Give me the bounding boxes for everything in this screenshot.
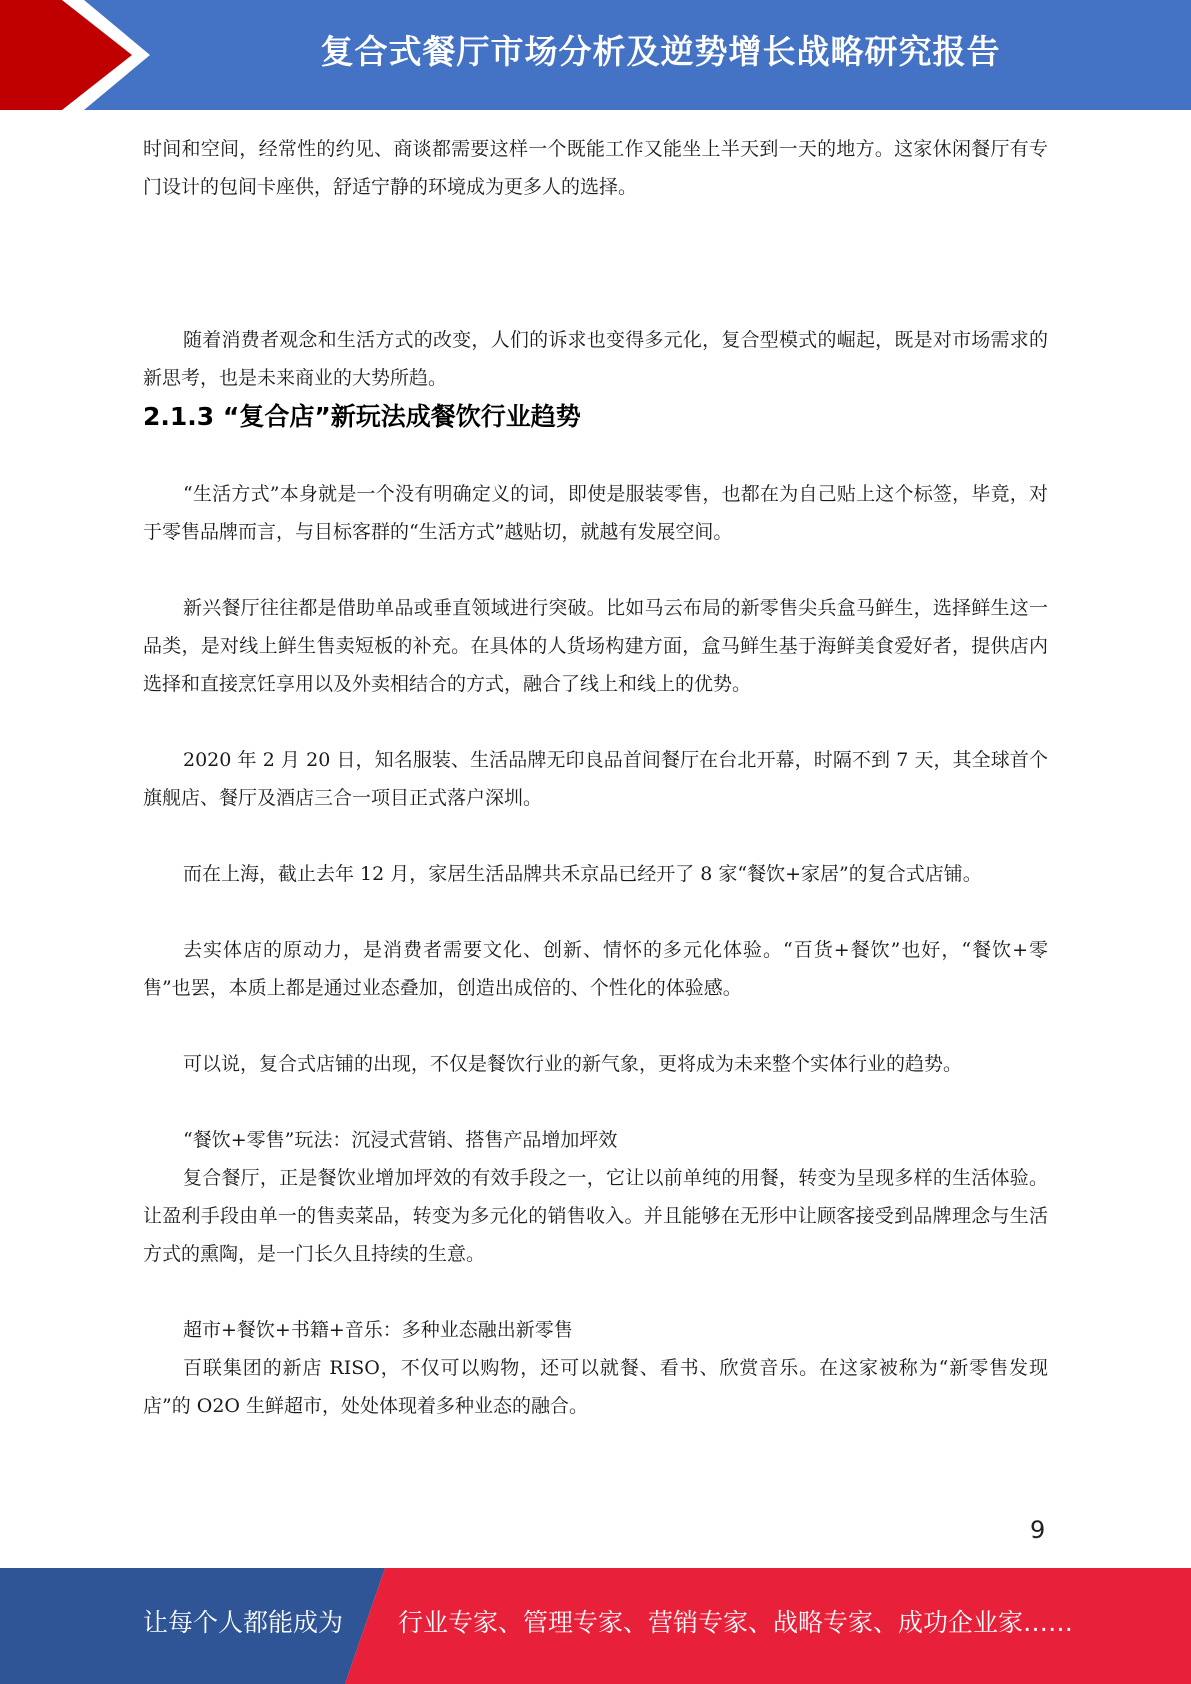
paragraph-7: 去实体店的原动力，是消费者需要文化、创新、情怀的多元化体验。“百货+餐饮”也好，“餐饮+零售”也罢，本质上都是通过业态叠加，创造出成倍的、个性化的体验感。 (143, 939, 1048, 999)
paragraph-9: 复合餐厅，正是餐饮业增加坪效的有效手段之一，它让以前单纯的用餐，转变为呈现多样的生活体验。让盈利手段由单一的售卖菜品，转变为多元化的销售收入。并且能够在无形中让顾客接受到品牌理念与生活方式的熏陶，是一门长久且持续的生意。 (143, 1167, 1048, 1265)
paragraph-8: 可以说，复合式店铺的出现，不仅是餐饮行业的新气象，更将成为未来整个实体行业的趋势。 (183, 1053, 963, 1075)
footer-slogan-right: 行业专家、管理专家、营销专家、战略专家、成功企业家…… (398, 1608, 1074, 1637)
page-footer (0, 1568, 1191, 1684)
subsection-title-1: “餐饮+零售”玩法：沉浸式营销、搭售产品增加坪效 (183, 1129, 618, 1151)
paragraph-10: 百联集团的新店 RISO，不仅可以购物，还可以就餐、看书、欣赏音乐。在这家被称为“新零售发现店”的 O2O 生鲜超市，处处体现着多种业态的融合。 (143, 1357, 1048, 1417)
paragraph-6: 而在上海，截止去年 12 月，家居生活品牌共禾京品已经开了 8 家“餐饮+家居”的复合式店铺。 (183, 863, 982, 885)
footer-slogan-left: 让每个人都能成为 (143, 1608, 344, 1637)
page-header (0, 0, 1191, 110)
section-heading: 2.1.3 “复合店”新玩法成餐饮行业趋势 (143, 402, 581, 431)
page-number: 9 (1030, 1516, 1046, 1544)
paragraph-3: “生活方式”本身就是一个没有明确定义的词，即使是服装零售，也都在为自己贴上这个标签，毕竟，对于零售品牌而言，与目标客群的“生活方式”越贴切，就越有发展空间。 (143, 483, 1048, 543)
document-title: 复合式餐厅市场分析及逆势增长战略研究报告 (320, 32, 1001, 71)
paragraph-4: 新兴餐厅往往都是借助单品或垂直领域进行突破。比如马云布局的新零售尖兵盒马鲜生，选择鲜生这一品类，是对线上鲜生售卖短板的补充。在具体的人货场构建方面，盒马鲜生基于海鲜美食爱好者，提供店内选择和直接烹饪享用以及外卖相结合的方式，融合了线上和线上的优势。 (143, 597, 1048, 695)
paragraph-2: 随着消费者观念和生活方式的改变，人们的诉求也变得多元化，复合型模式的崛起，既是对市场需求的新思考，也是未来商业的大势所趋。 (143, 329, 1048, 389)
paragraph-1: 时间和空间，经常性的约见、商谈都需要这样一个既能工作又能坐上半天到一天的地方。这家休闲餐厅有专门设计的包间卡座供，舒适宁静的环境成为更多人的选择。 (143, 138, 1048, 198)
paragraph-5: 2020 年 2 月 20 日，知名服装、生活品牌无印良品首间餐厅在台北开幕，时隔不到 7 天，其全球首个旗舰店、餐厅及酒店三合一项目正式落户深圳。 (143, 749, 1048, 809)
page-content (143, 130, 1048, 1425)
subsection-title-2: 超市+餐饮+书籍+音乐：多种业态融出新零售 (183, 1319, 573, 1341)
